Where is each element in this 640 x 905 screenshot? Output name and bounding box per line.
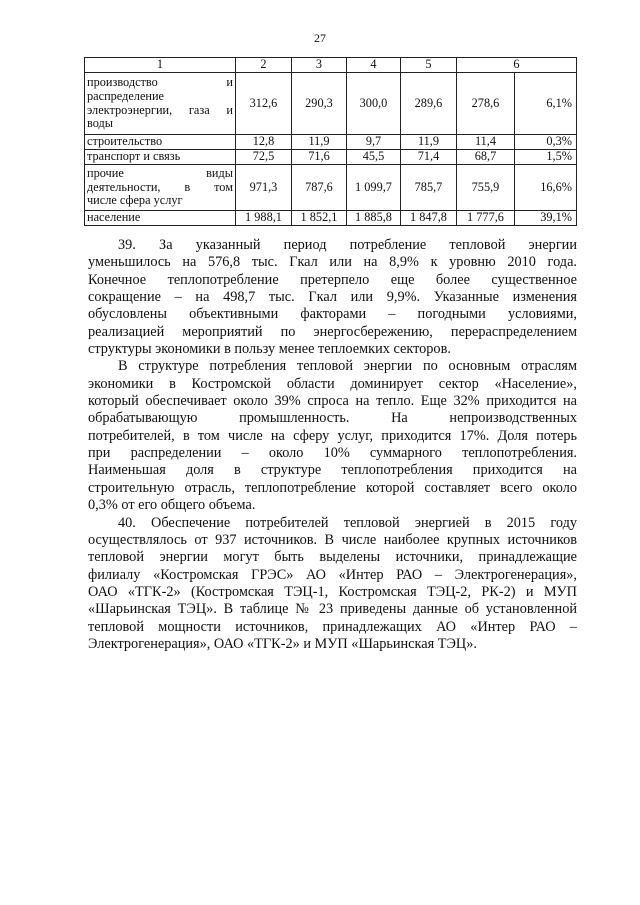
table-header-cell: 3 [292,58,347,73]
row-label-line: числе сфера услуг [87,193,183,208]
table-cell-share: 16,6% [515,165,577,211]
table-cell: 68,7 [457,150,515,165]
text-line: обусловлены объективными факторами – погодными условиями, [88,306,577,323]
table-row [85,150,577,165]
text-line: обрабатывающую промышленность. На непроизводственных [88,410,577,427]
table-header-cell: 4 [347,58,401,73]
table-header-cell: 5 [401,58,457,73]
text-line: Наименьшая доля в структуре теплопотребления приходится на [88,462,577,479]
page-number: 27 [314,31,326,45]
table-cell: 971,3 [236,165,292,211]
row-label-line: распределение [87,88,165,103]
table-cell: 312,6 [236,73,292,135]
table-cell: 1 852,1 [292,211,347,226]
row-label-line: строительство [87,134,163,149]
row-label-line: транспорт и связь [87,149,181,164]
table-cell-share: 1,5% [515,150,577,165]
row-label-line: электроэнергии, газа и [87,102,233,117]
heat-consumption-table [84,57,577,226]
text-line: строительную отрасль, теплопотребление которой составляет всего около [88,479,577,496]
row-label [85,73,236,135]
table-cell: 1 988,1 [236,211,292,226]
table-cell: 11,9 [401,135,457,150]
table-cell: 289,6 [401,73,457,135]
table-cell: 11,9 [292,135,347,150]
row-label [85,150,236,165]
table-cell: 290,3 [292,73,347,135]
text-line: сокращение – на 498,7 тыс. Гкал или 9,9%. Указанные изменения [88,289,577,306]
table-header-row [85,58,577,73]
paragraph-structure [88,358,577,514]
table-row [85,73,577,135]
table-cell-share: 39,1% [515,211,577,226]
table-cell: 278,6 [457,73,515,135]
table-row [85,135,577,150]
text-line: 40. Обеспечение потребителей тепловой энергией в 2015 году [118,514,577,531]
table-cell: 9,7 [347,135,401,150]
table-cell: 1 099,7 [347,165,401,211]
table-cell: 71,6 [292,150,347,165]
row-label-line: деятельности, в том [87,179,233,194]
text-line: осуществлялось от 937 источников. В числе наиболее крупных источников [88,531,577,548]
text-line: уменьшилось на 576,8 тыс. Гкал или на 8,9% к уровню 2010 года. [88,254,577,271]
body-text [88,237,577,653]
table-cell: 12,8 [236,135,292,150]
row-label [85,211,236,226]
row-label-line: прочие виды [87,166,233,181]
text-line: филиалу «Костромская ГРЭС» АО «Интер РАО – Электрогенерация», [88,566,577,583]
text-line: тепловой энергии могут быть выделены источники, принадлежащие [88,549,577,566]
table-cell: 1 847,8 [401,211,457,226]
text-line: 39. За указанный период потребление тепловой энергии [118,237,577,253]
table-cell-share: 6,1% [515,73,577,135]
table-cell: 755,9 [457,165,515,211]
text-line: Конечное теплопотребление претерпело еще более существенное [88,271,577,288]
text-line: В структуре потребления тепловой энергии по основным отраслям [118,358,577,375]
table-header-cell: 2 [236,58,292,73]
table-cell: 71,4 [401,150,457,165]
table-cell: 72,5 [236,150,292,165]
text-line: 0,3% от его общего объема. [88,497,256,514]
row-label-line: население [87,210,141,225]
table-row [85,165,577,211]
paragraph-39 [88,237,577,358]
table-header-cell: 6 [457,58,577,73]
table-cell: 1 885,8 [347,211,401,226]
text-line: потребителей, в том числе на сферу услуг, приходится 17%. Доля потерь [88,427,577,444]
text-line: ОАО «ТГК-2» (Костромская ТЭЦ-1, Костромская ТЭЦ-2, РК-2) и МУП [88,583,577,600]
table-cell: 11,4 [457,135,515,150]
text-line: при распределении – около 10% суммарного теплопотребления. [88,445,577,462]
text-line: который обеспечивает около 39% спроса на тепло. Еще 32% приходится на [88,393,577,410]
row-label [85,165,236,211]
table-header-cell: 1 [85,58,236,73]
text-line: тепловой мощности источников, принадлежащих АО «Интер РАО – [88,618,577,635]
paragraph-40 [88,515,577,654]
table-cell: 787,6 [292,165,347,211]
table-cell: 45,5 [347,150,401,165]
text-line: реализацией мероприятий по энергосбережению, перераспределением [88,323,577,340]
row-label-line: воды [87,116,114,131]
text-line: экономики в Костромской области доминирует сектор «Население», [88,375,577,392]
row-label-line: производство и [87,75,233,90]
row-label [85,135,236,150]
table-cell: 300,0 [347,73,401,135]
table-cell-share: 0,3% [515,135,577,150]
table-cell: 1 777,6 [457,211,515,226]
text-line: Электрогенерация», ОАО «ТГК-2» и МУП «Шарьинская ТЭЦ». [88,635,477,652]
table-row [85,211,577,226]
text-line: «Шарьинская ТЭЦ». В таблице № 23 приведены данные об установленной [88,601,577,618]
table-cell: 785,7 [401,165,457,211]
text-line: структуры экономики в пользу менее теплоемких секторов. [88,341,451,358]
